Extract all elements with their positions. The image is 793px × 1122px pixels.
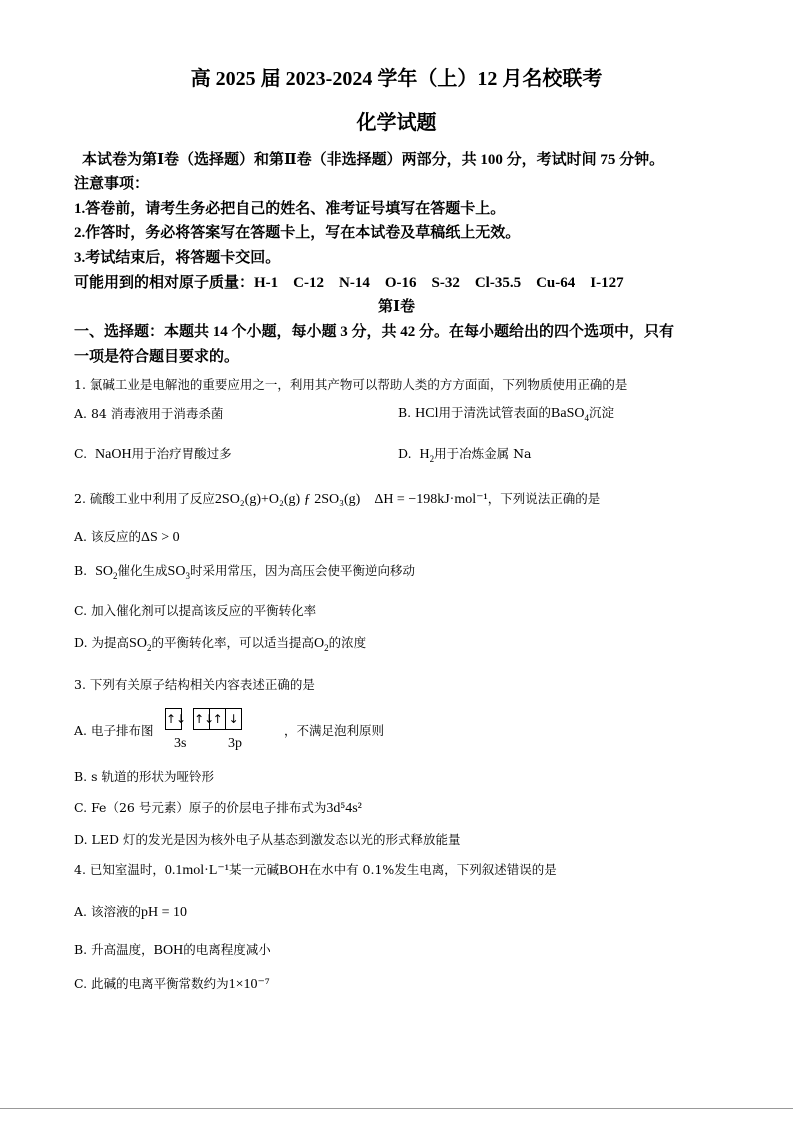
q3-option-a-suffix: ，不满足泡利原则 xyxy=(284,723,385,738)
orbital-box: ↓ xyxy=(226,708,242,730)
q2-option-d: D. 为提高$SO_2$的平衡转化率，可以适当提高$O_2$的浓度 xyxy=(74,635,367,653)
orbital-box: ↑ xyxy=(210,708,226,730)
orbital-3p xyxy=(193,708,242,730)
orbital-box: ↑↓ xyxy=(165,708,182,730)
q2-stem: 2. 硫酸工业中利用了反应2SO₂(g)+O₂(g) ƒ 2SO₃(g) ΔH = −198kJ·mol⁻¹，下列说法正确的是 xyxy=(74,491,601,507)
q2-option-b: B. $SO_2$催化生成$SO_3$时采用常压，因为高压会使平衡逆向移动 xyxy=(74,563,415,581)
exam-intro: 本试卷为第Ⅰ卷（选择题）和第Ⅱ卷（非选择题）两部分，共 100 分，考试时间 75 分钟。 xyxy=(82,152,665,168)
q3-option-a-prefix: A. 电子排布图 xyxy=(74,723,154,738)
orbital-label-3p: 3p xyxy=(228,736,242,751)
q1-option-a: A. 84 消毒液用于消毒杀菌 xyxy=(74,406,224,421)
q1-stem: 1. 氯碱工业是电解池的重要应用之一，利用其产物可以帮助人类的方方面面，下列物质使用正确的是 xyxy=(74,377,628,392)
volume-heading: 第Ⅰ卷 xyxy=(377,299,416,315)
atomic-mass-line: 可能用到的相对原子质量：H-1 C-12 N-14 O-16 S-32 Cl-35.5 Cu-64 I-127 xyxy=(74,275,624,291)
orbital-3s xyxy=(165,708,187,730)
q1-option-b: B. HCl用于清洗试管表面的BaSO$_4$沉淀 xyxy=(398,405,614,423)
q2-equation: 2SO₂(g)+O₂(g) ƒ 2SO₃(g) ΔH = −198kJ·mol⁻¹ xyxy=(214,492,488,507)
q3-option-d: D. LED 灯的发光是因为核外电子从基态到激发态以光的形式释放能量 xyxy=(74,832,461,847)
q3-option-c: C. Fe（26 号元素）原子的价层电子排布式为3d⁵4s² xyxy=(74,800,362,816)
q4-option-a: A. 该溶液的pH = 10 xyxy=(74,904,187,920)
q4-option-c: C. 此碱的电离平衡常数约为1×10⁻⁷ xyxy=(74,976,270,992)
orbital-diagram xyxy=(165,708,242,730)
q2-option-c: C. 加入催化剂可以提高该反应的平衡转化率 xyxy=(74,603,317,618)
q4-stem: 4. 已知室温时，0.1mol·L⁻¹某一元碱BOH在水中有 0.1%发生电离，下列叙述错误的是 xyxy=(74,862,557,878)
q2-option-a: A. 该反应的ΔS > 0 xyxy=(74,529,180,545)
q1-option-c: C. NaOH用于治疗胃酸过多 xyxy=(74,446,232,462)
section-instructions-line1: 一、选择题：本题共 14 个小题，每小题 3 分，共 42 分。在每小题给出的四个选项中，只有 xyxy=(74,324,675,340)
orbital-label-3s: 3s xyxy=(174,736,187,751)
orbital-box: ↑↓ xyxy=(193,708,210,730)
subject-title: 化学试题 xyxy=(356,112,437,134)
q3-stem: 3. 下列有关原子结构相关内容表述正确的是 xyxy=(74,677,315,692)
q1-option-d: D. $H_2$用于冶炼金属 Na xyxy=(398,446,532,464)
note-1: 1.答卷前，请考生务必把自己的姓名、准考证号填写在答题卡上。 xyxy=(74,201,506,217)
q3-option-b: B. s 轨道的形状为哑铃形 xyxy=(74,769,215,784)
page-title: 高 2025 届 2023-2024 学年（上）12 月名校联考 xyxy=(190,68,603,90)
note-3: 3.考试结束后，将答题卡交回。 xyxy=(74,250,281,266)
page-bottom-rule xyxy=(0,1108,793,1109)
notes-heading: 注意事项： xyxy=(74,176,150,192)
note-2: 2.作答时，务必将答案写在答题卡上，写在本试卷及草稿纸上无效。 xyxy=(74,225,521,241)
q4-option-b: B. 升高温度，BOH的电离程度减小 xyxy=(74,942,271,958)
section-instructions-line2: 一项是符合题目要求的。 xyxy=(74,349,240,365)
